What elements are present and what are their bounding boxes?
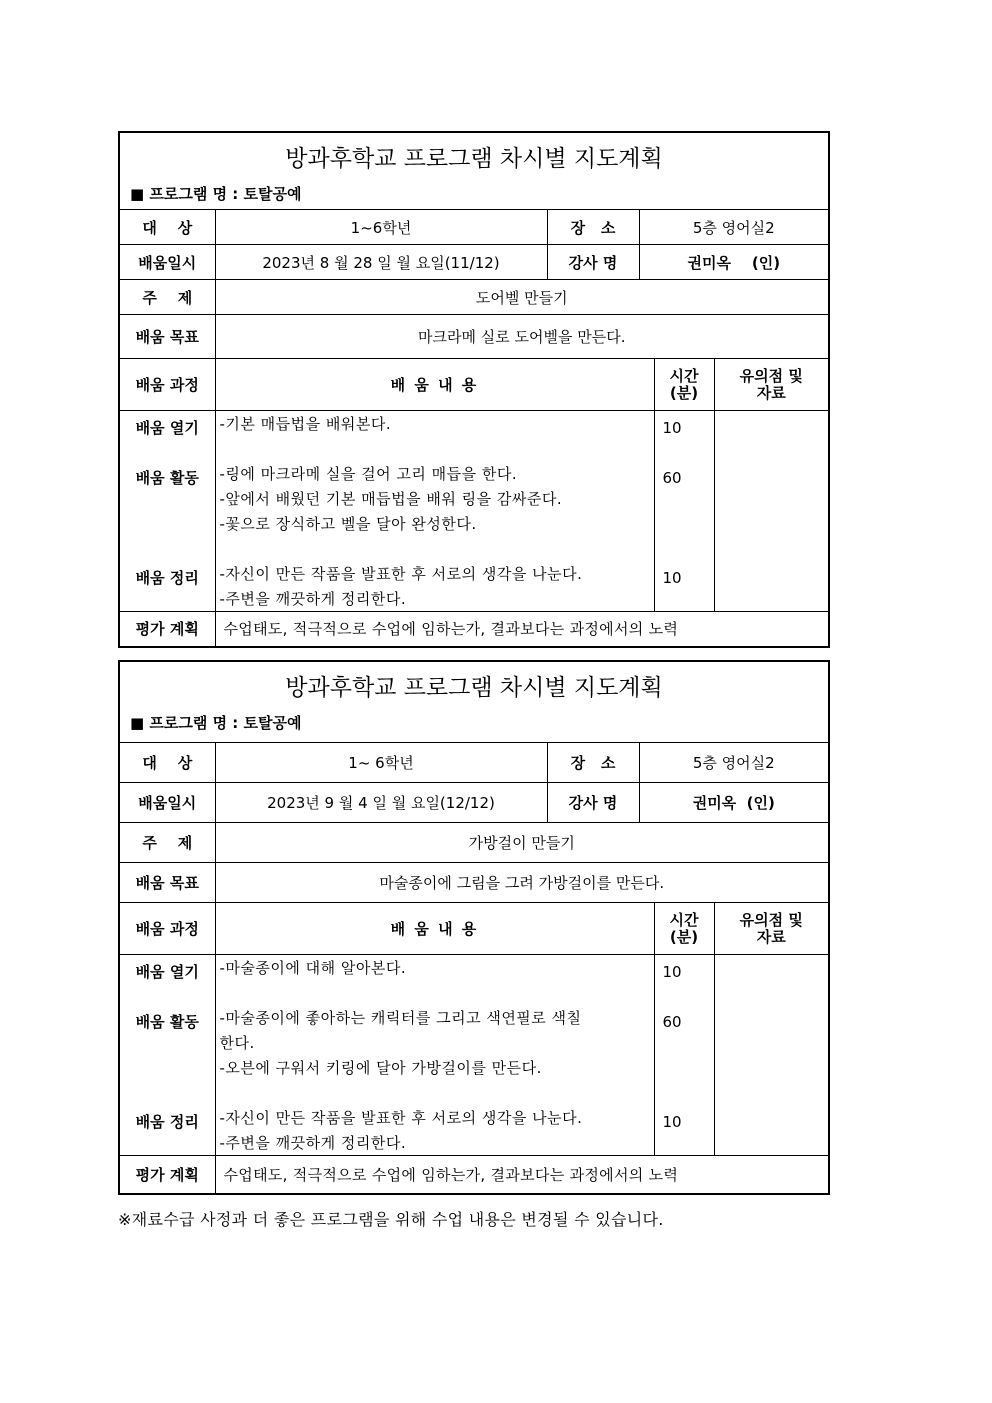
content-line: -자신이 만든 작품을 발표한 후 서로의 생각을 나눈다. (219, 565, 583, 583)
step-label: 배움 활동 (135, 469, 199, 487)
step-labels (119, 411, 215, 612)
lesson-plan-2 (118, 660, 830, 1195)
step-label: 배움 열기 (135, 963, 199, 981)
target-label: 대 상 (119, 743, 215, 783)
notes-cell (714, 411, 829, 612)
lesson-plan-1 (118, 131, 830, 648)
step-times (654, 411, 714, 612)
step-contents (215, 955, 654, 1156)
time-value: 10 (662, 1113, 682, 1131)
content-line: -링에 마크라메 실을 걸어 고리 매듭을 한다. (219, 465, 518, 483)
theme-label: 주 제 (119, 280, 215, 315)
notes-header: 유의점 및 자료 (714, 903, 829, 955)
content-header: 배 움 내 용 (215, 903, 654, 955)
eval-label: 평가 계획 (119, 1156, 215, 1194)
place-label: 장 소 (547, 743, 639, 783)
process-label: 배움 과정 (119, 903, 215, 955)
theme-label: 주 제 (119, 823, 215, 863)
time-value: 60 (662, 469, 682, 487)
teacher-label: 강사 명 (547, 245, 639, 280)
time-header: 시간 (분) (654, 359, 714, 411)
time-value: 10 (662, 963, 682, 981)
notes-header: 유의점 및 자료 (714, 359, 829, 411)
content-line: -꽃으로 장식하고 벨을 달아 완성한다. (219, 515, 477, 533)
plan-header (119, 661, 829, 743)
date-label: 배움일시 (119, 783, 215, 823)
content-line: -앞에서 배웠던 기본 매듭법을 배워 링을 감싸준다. (219, 490, 563, 508)
target-value: 1~ 6학년 (215, 743, 547, 783)
target-label: 대 상 (119, 210, 215, 245)
content-line: 한다. (219, 1034, 255, 1052)
content-line: -주변을 깨끗하게 정리한다. (219, 1134, 407, 1152)
time-header: 시간 (분) (654, 903, 714, 955)
program-name: ■ 프로그램 명 : 토탈공예 (130, 185, 302, 203)
goal-label: 배움 목표 (119, 315, 215, 359)
process-label: 배움 과정 (119, 359, 215, 411)
eval-value: 수업태도, 적극적으로 수업에 임하는가, 결과보다는 과정에서의 노력 (215, 1156, 829, 1194)
goal-value: 마크라메 실로 도어벨을 만든다. (215, 315, 829, 359)
step-times (654, 955, 714, 1156)
date-label: 배움일시 (119, 245, 215, 280)
place-value: 5층 영어실2 (639, 743, 829, 783)
time-value: 60 (662, 1013, 682, 1031)
time-value: 10 (662, 419, 682, 437)
teacher-value: 권미옥 (인) (639, 783, 829, 823)
content-line: -주변을 깨끗하게 정리한다. (219, 590, 407, 608)
content-line: -기본 매듭법을 배워본다. (219, 415, 392, 433)
content-header: 배 움 내 용 (215, 359, 654, 411)
content-line: -마술종이에 좋아하는 캐릭터를 그리고 색연필로 색칠 (219, 1009, 582, 1027)
date-value: 2023년 8 월 28 일 월 요일(11/12) (215, 245, 547, 280)
content-line: -오븐에 구워서 키링에 달아 가방걸이를 만든다. (219, 1059, 542, 1077)
step-label: 배움 정리 (135, 1113, 199, 1131)
step-label: 배움 열기 (135, 419, 199, 437)
step-labels (119, 955, 215, 1156)
date-value: 2023년 9 월 4 일 월 요일(12/12) (215, 783, 547, 823)
step-label: 배움 정리 (135, 569, 199, 587)
goal-value: 마술종이에 그림을 그려 가방걸이를 만든다. (215, 863, 829, 903)
plan-header (119, 132, 829, 210)
teacher-label: 강사 명 (547, 783, 639, 823)
eval-value: 수업태도, 적극적으로 수업에 임하는가, 결과보다는 과정에서의 노력 (215, 612, 829, 647)
teacher-value: 권미옥 (인) (639, 245, 829, 280)
eval-label: 평가 계획 (119, 612, 215, 647)
time-value: 10 (662, 569, 682, 587)
content-line: -마술종이에 대해 알아본다. (219, 959, 407, 977)
plan-title: 방과후학교 프로그램 차시별 지도계획 (285, 675, 663, 701)
footer-note: ※재료수급 사정과 더 좋은 프로그램을 위해 수업 내용은 변경될 수 있습니다. (118, 1210, 664, 1229)
place-label: 장 소 (547, 210, 639, 245)
notes-cell (714, 955, 829, 1156)
place-value: 5층 영어실2 (639, 210, 829, 245)
plan-title: 방과후학교 프로그램 차시별 지도계획 (285, 146, 663, 172)
theme-value: 도어벨 만들기 (215, 280, 829, 315)
content-line: -자신이 만든 작품을 발표한 후 서로의 생각을 나눈다. (219, 1109, 583, 1127)
program-name: ■ 프로그램 명 : 토탈공예 (130, 714, 302, 732)
theme-value: 가방걸이 만들기 (215, 823, 829, 863)
step-label: 배움 활동 (135, 1013, 199, 1031)
step-contents (215, 411, 654, 612)
target-value: 1~6학년 (215, 210, 547, 245)
goal-label: 배움 목표 (119, 863, 215, 903)
